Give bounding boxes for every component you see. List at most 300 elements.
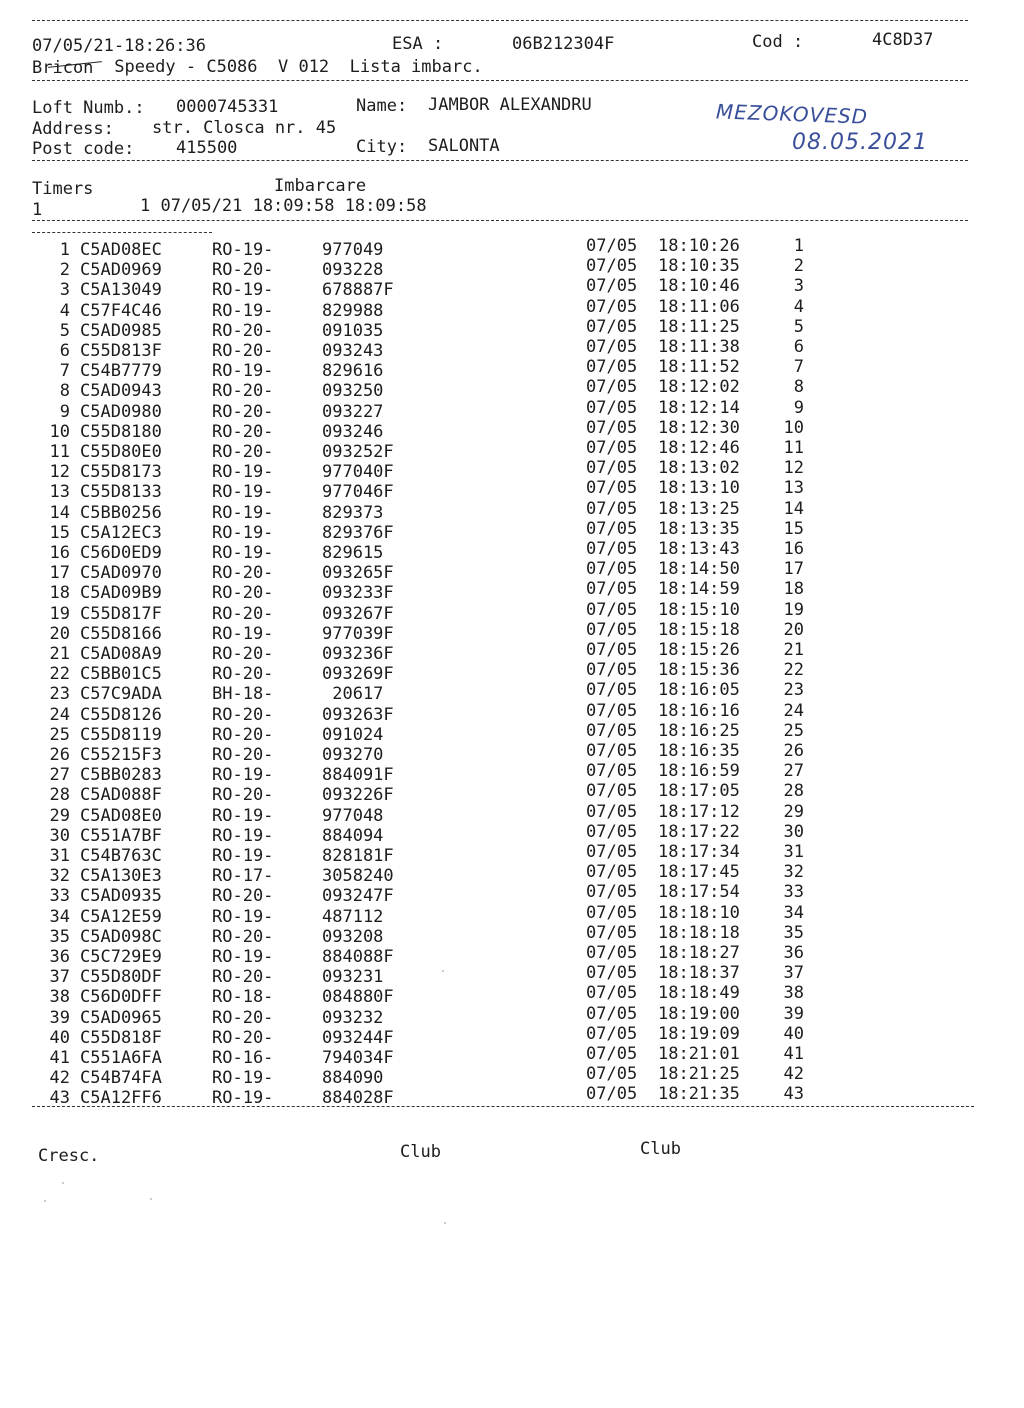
cell-time: 18:15:18 — [658, 619, 740, 640]
cell-ring: RO-20- — [212, 1027, 274, 1048]
cell-id: C55D8133 — [80, 482, 162, 503]
cell-date: 07/05 — [586, 357, 638, 378]
table-row — [0, 1003, 1024, 1028]
table-row — [0, 801, 1024, 826]
cell-num: 828181F — [322, 846, 394, 866]
cell-date: 07/05 — [586, 1084, 638, 1105]
cell-id: C5AD0935 — [80, 886, 162, 907]
cell-n: 43 — [49, 1088, 70, 1109]
table-row — [0, 902, 1024, 927]
cell-ring: RO-20- — [212, 926, 274, 947]
cell-n: 20 — [49, 623, 70, 644]
cell-num: 093231 — [322, 967, 384, 988]
cell-n: 32 — [49, 866, 70, 887]
cell-id: C5C729E9 — [80, 947, 162, 967]
cell-num: 977040F — [322, 462, 394, 483]
table-row — [0, 983, 1024, 1008]
cell-num: 093269F — [322, 664, 394, 685]
cell-id: C551A7BF — [80, 825, 162, 846]
cell-ring: RO-19- — [212, 300, 274, 321]
cell-time: 18:14:59 — [658, 579, 740, 600]
cell-num: 977048 — [322, 805, 384, 826]
cell-id: C5A12E59 — [80, 906, 162, 927]
cell-rank: 39 — [783, 1003, 804, 1024]
cell-id: C56D0ED9 — [80, 543, 162, 563]
address-value: str. Closca nr. 45 — [152, 118, 337, 138]
cell-id: C55D8119 — [80, 724, 162, 745]
cell-num: 093232 — [322, 1007, 384, 1028]
cell-ring: BH-18- — [212, 684, 274, 705]
cell-time: 18:11:25 — [658, 316, 740, 337]
separator-table-top — [32, 232, 212, 233]
cell-date: 07/05 — [586, 296, 638, 317]
cell-n: 3 — [59, 280, 70, 301]
cell-id: C5BB01C5 — [80, 664, 162, 685]
cell-time: 18:10:46 — [658, 276, 740, 297]
cell-rank: 26 — [783, 741, 804, 761]
cell-id: C5AD08A9 — [80, 644, 162, 664]
table-row — [0, 680, 1024, 705]
cell-n: 17 — [49, 563, 70, 584]
cell-id: C5AD0980 — [80, 401, 162, 422]
cell-num: 093247F — [322, 886, 394, 907]
cell-n: 33 — [49, 886, 70, 907]
cell-num: 093244F — [322, 1027, 394, 1048]
cell-date: 07/05 — [586, 922, 638, 943]
table-row — [0, 599, 1024, 624]
cell-id: C551A6FA — [80, 1048, 162, 1068]
scan-speck — [62, 1182, 64, 1184]
cell-rank: 14 — [783, 498, 804, 519]
cell-date: 07/05 — [586, 256, 638, 277]
cell-date: 07/05 — [586, 579, 638, 600]
cell-rank: 27 — [783, 761, 804, 782]
cell-id: C5A12EC3 — [80, 522, 162, 543]
table-row — [0, 518, 1024, 543]
cell-time: 18:12:14 — [658, 397, 740, 418]
cell-n: 5 — [59, 320, 70, 341]
cell-n: 25 — [49, 724, 70, 745]
cell-ring: RO-20- — [212, 886, 274, 907]
scan-speck — [444, 1222, 446, 1224]
cell-num: 884094 — [322, 825, 384, 846]
cell-date: 07/05 — [586, 943, 638, 963]
cell-ring: RO-19- — [212, 543, 274, 563]
table-row — [0, 1084, 1024, 1109]
cell-rank: 30 — [783, 821, 804, 842]
scan-speck — [442, 970, 444, 972]
cell-id: C5AD0985 — [80, 320, 162, 341]
cell-rank: 41 — [783, 1044, 804, 1064]
cell-rank: 7 — [793, 357, 804, 378]
cell-num: 884088F — [322, 947, 394, 967]
cell-rank: 22 — [783, 660, 804, 681]
cell-time: 18:21:25 — [658, 1064, 740, 1085]
cell-date: 07/05 — [586, 842, 638, 862]
cell-rank: 23 — [783, 680, 804, 701]
cell-id: C5BB0256 — [80, 502, 162, 523]
cell-num: 093228 — [322, 260, 384, 281]
cell-time: 18:13:43 — [658, 539, 740, 559]
table-row — [0, 761, 1024, 786]
cell-rank: 29 — [783, 801, 804, 822]
cell-rank: 35 — [783, 922, 804, 943]
cell-n: 31 — [49, 846, 70, 866]
cell-n: 11 — [49, 442, 70, 462]
cell-ring: RO-19- — [212, 765, 274, 786]
cell-time: 18:17:05 — [658, 781, 740, 802]
cell-time: 18:18:27 — [658, 943, 740, 963]
cell-num: 794034F — [322, 1048, 394, 1068]
cell-id: C57F4C46 — [80, 300, 162, 321]
cell-n: 42 — [49, 1068, 70, 1089]
cell-time: 18:17:22 — [658, 821, 740, 842]
cell-ring: RO-20- — [212, 563, 274, 584]
cell-num: 093250 — [322, 381, 384, 402]
cell-num: 977039F — [322, 623, 394, 644]
cell-time: 18:12:02 — [658, 377, 740, 398]
table-row — [0, 559, 1024, 584]
cell-n: 30 — [49, 825, 70, 846]
cell-time: 18:15:36 — [658, 660, 740, 681]
cell-time: 18:13:10 — [658, 478, 740, 499]
cell-time: 18:12:46 — [658, 438, 740, 458]
esa-label: ESA : — [392, 34, 444, 54]
cell-ring: RO-20- — [212, 785, 274, 806]
cell-time: 18:18:10 — [658, 902, 740, 923]
cell-num: 487112 — [322, 906, 384, 927]
cell-date: 07/05 — [586, 781, 638, 802]
cell-date: 07/05 — [586, 640, 638, 660]
cell-num: 884091F — [322, 765, 394, 786]
table-row — [0, 357, 1024, 382]
cell-date: 07/05 — [586, 741, 638, 761]
cell-id: C57C9ADA — [80, 684, 162, 705]
cell-rank: 42 — [783, 1064, 804, 1085]
cell-date: 07/05 — [586, 761, 638, 782]
cod-label: Cod : — [752, 32, 804, 52]
cell-n: 7 — [59, 361, 70, 382]
cell-ring: RO-20- — [212, 421, 274, 442]
esa-value: 06B212304F — [512, 34, 615, 54]
cell-id: C55D8166 — [80, 623, 162, 644]
cell-n: 9 — [59, 401, 70, 422]
cell-time: 18:12:30 — [658, 417, 740, 438]
cell-ring: RO-19- — [212, 1068, 274, 1089]
cod-value: 4C8D37 — [872, 30, 934, 50]
cell-id: C5AD0970 — [80, 563, 162, 584]
table-row — [0, 337, 1024, 361]
cell-num: 093208 — [322, 926, 384, 947]
cell-date: 07/05 — [586, 700, 638, 721]
table-row — [0, 276, 1024, 301]
cell-rank: 2 — [793, 256, 804, 277]
cell-rank: 40 — [783, 1023, 804, 1044]
cell-n: 27 — [49, 765, 70, 786]
cell-time: 18:11:52 — [658, 357, 740, 378]
cell-rank: 6 — [793, 337, 804, 357]
cell-n: 29 — [49, 805, 70, 826]
table-row — [0, 377, 1024, 402]
separator-top — [32, 20, 968, 21]
cell-date: 07/05 — [586, 478, 638, 499]
cell-ring: RO-19- — [212, 1088, 274, 1109]
cell-id: C55D8180 — [80, 421, 162, 442]
cell-time: 18:13:25 — [658, 498, 740, 519]
cell-id: C5A12FF6 — [80, 1088, 162, 1109]
cell-time: 18:21:35 — [658, 1084, 740, 1105]
cell-ring: RO-19- — [212, 947, 274, 967]
cell-ring: RO-19- — [212, 846, 274, 866]
cell-time: 18:13:02 — [658, 458, 740, 479]
separator-timers — [32, 220, 968, 221]
cell-date: 07/05 — [586, 680, 638, 701]
cell-date: 07/05 — [586, 337, 638, 357]
cell-date: 07/05 — [586, 316, 638, 337]
cell-num: 829373 — [322, 502, 384, 523]
cell-id: C5AD088F — [80, 785, 162, 806]
cell-num: 093246 — [322, 421, 384, 442]
cell-rank: 37 — [783, 963, 804, 984]
cell-ring: RO-20- — [212, 401, 274, 422]
table-row — [0, 438, 1024, 462]
table-row — [0, 781, 1024, 806]
cell-num: 093265F — [322, 563, 394, 584]
cell-rank: 43 — [783, 1084, 804, 1105]
list-title-line: Speedy - C5086 V 012 Lista imbarc. — [104, 57, 483, 77]
cell-time: 18:11:38 — [658, 337, 740, 357]
table-row — [0, 498, 1024, 523]
cell-num: 084880F — [322, 987, 394, 1008]
cell-rank: 18 — [783, 579, 804, 600]
cell-time: 18:10:26 — [658, 236, 740, 256]
table-row — [0, 963, 1024, 988]
cell-id: C55D818F — [80, 1027, 162, 1048]
cell-rank: 15 — [783, 518, 804, 539]
cell-date: 07/05 — [586, 377, 638, 398]
cell-rank: 16 — [783, 539, 804, 559]
cell-id: C54B7779 — [80, 361, 162, 382]
cell-ring: RO-20- — [212, 644, 274, 664]
cell-date: 07/05 — [586, 963, 638, 984]
cell-n: 40 — [49, 1027, 70, 1048]
cell-date: 07/05 — [586, 1044, 638, 1064]
cell-date: 07/05 — [586, 276, 638, 297]
cell-rank: 33 — [783, 882, 804, 903]
cell-rank: 11 — [783, 438, 804, 458]
cell-ring: RO-17- — [212, 866, 274, 887]
cell-rank: 38 — [783, 983, 804, 1004]
cell-n: 37 — [49, 967, 70, 988]
imbarcare-label: Imbarcare — [274, 176, 367, 196]
cell-num: 3058240 — [322, 866, 394, 887]
cell-num: 093252F — [322, 442, 394, 462]
cell-time: 18:21:01 — [658, 1044, 740, 1064]
cell-time: 18:14:50 — [658, 559, 740, 580]
cell-date: 07/05 — [586, 236, 638, 256]
cell-time: 18:18:37 — [658, 963, 740, 984]
cell-num: 829988 — [322, 300, 384, 321]
cell-num: 829376F — [322, 522, 394, 543]
cell-date: 07/05 — [586, 559, 638, 580]
cell-num: 884028F — [322, 1088, 394, 1109]
cell-date: 07/05 — [586, 862, 638, 883]
cell-rank: 36 — [783, 943, 804, 963]
cresc-label: Cresc. — [38, 1146, 100, 1166]
table-row — [0, 458, 1024, 483]
cell-ring: RO-20- — [212, 442, 274, 462]
cell-ring: RO-20- — [212, 1007, 274, 1028]
cell-ring: RO-19- — [212, 240, 274, 260]
cell-date: 07/05 — [586, 518, 638, 539]
cell-rank: 10 — [783, 417, 804, 438]
cell-num: 093233F — [322, 583, 394, 604]
cell-time: 18:17:12 — [658, 801, 740, 822]
cell-n: 22 — [49, 664, 70, 685]
cell-rank: 28 — [783, 781, 804, 802]
cell-rank: 21 — [783, 640, 804, 660]
cell-ring: RO-18- — [212, 987, 274, 1008]
cell-rank: 20 — [783, 619, 804, 640]
cell-n: 35 — [49, 926, 70, 947]
cell-rank: 3 — [793, 276, 804, 297]
cell-id: C55D80DF — [80, 967, 162, 988]
cell-date: 07/05 — [586, 498, 638, 519]
table-row — [0, 296, 1024, 321]
cell-id: C55D8126 — [80, 704, 162, 725]
print-datetime: 07/05/21-18:26:36 — [32, 36, 206, 56]
cell-ring: RO-20- — [212, 724, 274, 745]
cell-time: 18:16:25 — [658, 720, 740, 741]
cell-id: C5AD0943 — [80, 381, 162, 402]
cell-ring: RO-19- — [212, 280, 274, 301]
cell-n: 14 — [49, 502, 70, 523]
cell-num: 884090 — [322, 1068, 384, 1089]
cell-id: C55215F3 — [80, 745, 162, 765]
cell-ring: RO-19- — [212, 623, 274, 644]
cell-date: 07/05 — [586, 983, 638, 1004]
cell-date: 07/05 — [586, 619, 638, 640]
table-row — [0, 256, 1024, 281]
cell-num: 977046F — [322, 482, 394, 503]
cell-id: C55D817F — [80, 603, 162, 624]
cell-ring: RO-19- — [212, 361, 274, 382]
cell-date: 07/05 — [586, 660, 638, 681]
cell-n: 6 — [59, 341, 70, 361]
cell-rank: 32 — [783, 862, 804, 883]
cell-rank: 12 — [783, 458, 804, 479]
cell-num: 977049 — [322, 240, 384, 260]
cell-num: 091035 — [322, 320, 384, 341]
cell-time: 18:13:35 — [658, 518, 740, 539]
table-row — [0, 842, 1024, 866]
loft-number: 0000745331 — [176, 97, 279, 117]
city-label: City: — [356, 137, 408, 157]
cell-n: 34 — [49, 906, 70, 927]
name-label: Name: — [356, 96, 408, 116]
cell-n: 1 — [59, 240, 70, 260]
cell-date: 07/05 — [586, 801, 638, 822]
cell-ring: RO-19- — [212, 522, 274, 543]
table-row — [0, 862, 1024, 887]
cell-time: 18:15:26 — [658, 640, 740, 660]
cell-date: 07/05 — [586, 539, 638, 559]
cell-rank: 9 — [793, 397, 804, 418]
cell-rank: 31 — [783, 842, 804, 862]
cell-rank: 34 — [783, 902, 804, 923]
separator-table-bottom — [32, 1106, 974, 1107]
cell-num: 093243 — [322, 341, 384, 361]
cell-ring: RO-20- — [212, 341, 274, 361]
cell-n: 8 — [59, 381, 70, 402]
cell-ring: RO-20- — [212, 320, 274, 341]
cell-time: 18:15:10 — [658, 599, 740, 620]
cell-n: 12 — [49, 462, 70, 483]
cell-time: 18:19:00 — [658, 1003, 740, 1024]
cell-n: 39 — [49, 1007, 70, 1028]
cell-n: 16 — [49, 543, 70, 563]
cell-time: 18:18:49 — [658, 983, 740, 1004]
cell-id: C5AD0965 — [80, 1007, 162, 1028]
cell-time: 18:10:35 — [658, 256, 740, 277]
cell-ring: RO-20- — [212, 260, 274, 281]
cell-n: 18 — [49, 583, 70, 604]
cell-rank: 25 — [783, 720, 804, 741]
cell-date: 07/05 — [586, 458, 638, 479]
cell-ring: RO-19- — [212, 805, 274, 826]
table-row — [0, 922, 1024, 947]
cell-id: C54B74FA — [80, 1068, 162, 1089]
cell-rank: 4 — [793, 296, 804, 317]
cell-id: C5AD08EC — [80, 240, 162, 260]
cell-date: 07/05 — [586, 882, 638, 903]
city-value: SALONTA — [428, 136, 500, 156]
table-row — [0, 660, 1024, 685]
cell-id: C5A13049 — [80, 280, 162, 301]
timers-label: Timers — [32, 179, 94, 199]
cell-rank: 1 — [793, 236, 804, 256]
cell-date: 07/05 — [586, 821, 638, 842]
cell-ring: RO-20- — [212, 745, 274, 765]
cell-date: 07/05 — [586, 1023, 638, 1044]
cell-ring: RO-16- — [212, 1048, 274, 1068]
cell-id: C5A130E3 — [80, 866, 162, 887]
table-row — [0, 720, 1024, 745]
scan-speck — [150, 1198, 152, 1200]
cell-rank: 8 — [793, 377, 804, 398]
cell-n: 4 — [59, 300, 70, 321]
table-row — [0, 1023, 1024, 1048]
table-row — [0, 821, 1024, 846]
cell-num: 093270 — [322, 745, 384, 765]
cell-n: 10 — [49, 421, 70, 442]
cell-num: 093263F — [322, 704, 394, 725]
fancier-name: JAMBOR ALEXANDRU — [428, 95, 592, 115]
table-row — [0, 539, 1024, 563]
cell-n: 26 — [49, 745, 70, 765]
table-row — [0, 640, 1024, 664]
table-row — [0, 943, 1024, 967]
club-label-1: Club — [400, 1142, 441, 1162]
timer-row: 1 07/05/21 18:09:58 18:09:58 — [140, 196, 427, 216]
cell-n: 28 — [49, 785, 70, 806]
cell-time: 18:11:06 — [658, 296, 740, 317]
cell-time: 18:16:05 — [658, 680, 740, 701]
separator-fancier — [32, 160, 968, 161]
cell-n: 19 — [49, 603, 70, 624]
cell-time: 18:16:59 — [658, 761, 740, 782]
cell-id: C54B763C — [80, 846, 162, 866]
